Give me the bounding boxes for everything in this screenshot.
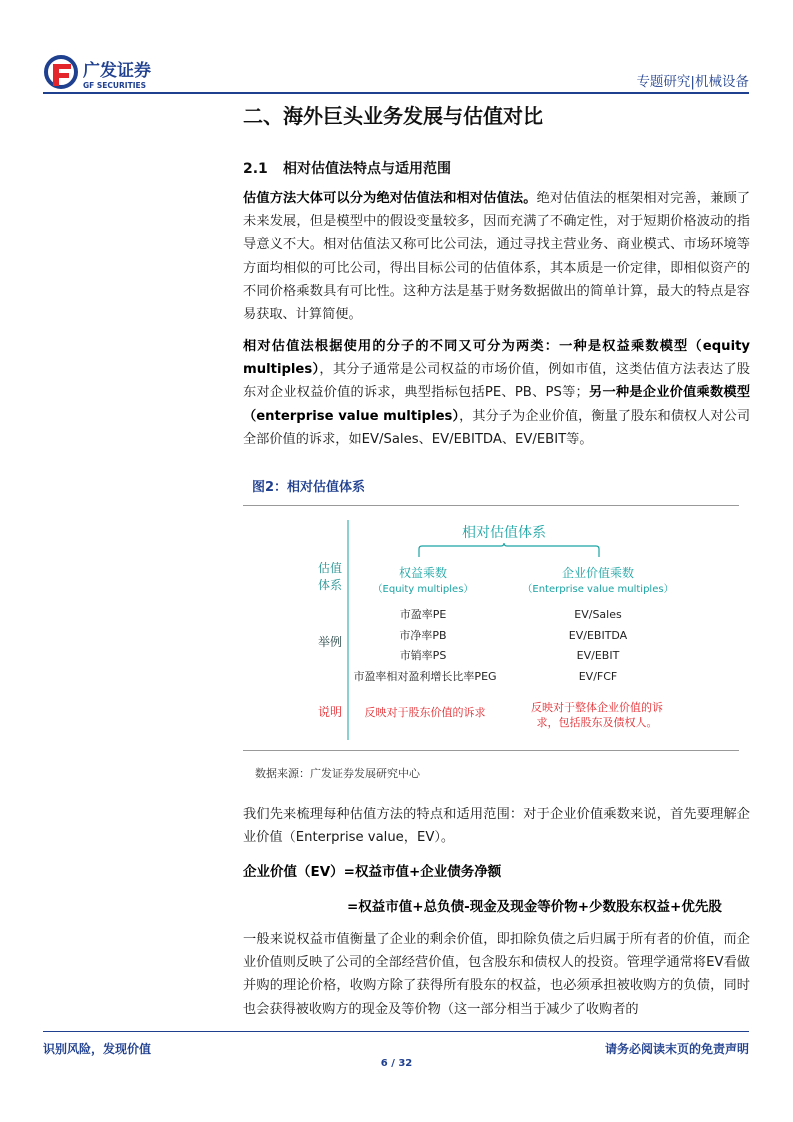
para2-text2: ，其分子为企业价值，衡量了股东和债权人对公司全部价值的诉求，如EV/Sales、EV/EBITDA、EV/EBIT等。 (243, 408, 751, 447)
diagram-brace (419, 543, 599, 557)
para2-lead2: 另一种是企业价值乘数模型（enterprise value multiples） (243, 385, 751, 424)
gf-securities-logo (43, 54, 173, 94)
diagram-title: 相对估值体系 (462, 525, 546, 541)
example-ev-fcf: EV/FCF (578, 670, 618, 683)
relative-valuation-diagram (243, 505, 739, 750)
example-peg: 市盈率相对盈利增长比率PEG (353, 670, 497, 683)
equity-multiples-en: （Equity multiples） (372, 584, 474, 595)
report-category: 专题研究|机械设备 (636, 74, 749, 90)
header-divider (43, 92, 749, 94)
para1-text: 绝对估值法的框架相对完善，兼顾了未来发展，但是模型中的假设变量较多，因而充满了不确定性，对于短期价格波动的指导意义不大。相对估值法又称可比公司法，通过寻找主营业务、商业模式、市场环境等方面均相似的可比公司，得出目标公司的估值体系，其本质是一价定律，即相似资产的不同价格乘数具有可比性。这种方法是基于财务数据做出的简单计算，最大的特点是容易获取、计算简便。 (243, 191, 751, 323)
subsection-number: 2.1 (243, 161, 268, 177)
gf-logo-mark-icon (46, 57, 76, 87)
figure-bottom-rule (243, 750, 739, 751)
example-pb: 市净率PB (399, 629, 447, 642)
section-title: 二、海外巨头业务发展与估值对比 (243, 104, 543, 128)
subsection-heading (243, 158, 451, 178)
example-ev-sales: EV/Sales (574, 608, 622, 621)
equity-note: 反映对于股东价值的诉求 (364, 706, 486, 719)
paragraph-valuation-methods (243, 187, 750, 326)
enterprise-note-1: 反映对于整体企业价值的诉 (531, 701, 663, 714)
paragraph-ev-explanation: 一般来说权益市值衡量了企业的剩余价值，即扣除负债之后归属于所有者的价值，而企业价值则反映了公司的全部经营价值，包含股东和债权人的投资。管理学通常将EV看做并购的理论价格，收购方除了获得所有股东的权益，也必须承担被收购方的负债，同时也会获得被收购方的现金及等价物（这一部分相当于减少了收购者的 (243, 932, 750, 1017)
subsection-title: 相对估值法特点与适用范围 (283, 161, 451, 177)
para2-text1: ，其分子通常是公司权益的市场价值，例如市值，这类估值方法表达了股东对企业权益价值的诉求，典型指标包括PE、PB、PS等； (243, 362, 750, 401)
example-ev-ebitda: EV/EBITDA (568, 629, 628, 642)
row-label-examples: 举例 (317, 635, 343, 649)
footer-divider (43, 1031, 749, 1032)
row-label-system-2: 体系 (317, 578, 343, 592)
enterprise-multiples-label: 企业价值乘数 (561, 566, 635, 580)
para2-lead: 相对估值法根据使用的分子的不同又可分为两类：一种是权益乘数模型（equity multiples） (243, 339, 750, 378)
figure-source: 数据来源：广发证券发展研究中心 (255, 767, 420, 780)
footer-disclaimer-link[interactable]: 请务必阅读末页的免责声明 (604, 1042, 749, 1056)
paragraph-relative-valuation (243, 335, 750, 451)
logo-cn-text: 广发证券 (83, 61, 151, 81)
formula-ev-expanded: =权益市值+总负债-现金及现金等价物+少数股东权益+优先股 (347, 899, 722, 915)
logo-en-text: GF SECURITIES (83, 81, 147, 90)
figure-title: 图2：相对估值体系 (252, 480, 366, 495)
enterprise-multiples-en: （Enterprise value multiples） (522, 584, 674, 595)
row-label-system-1: 估值 (317, 561, 343, 575)
footer-slogan: 识别风险，发现价值 (43, 1042, 152, 1056)
paragraph-ev-intro: 我们先来梳理每种估值方法的特点和适用范围：对于企业价值乘数来说，首先要理解企业价值（Enterprise value，EV）。 (243, 807, 750, 846)
page-number: 6 / 32 (380, 1058, 413, 1069)
row-label-notes: 说明 (317, 705, 343, 719)
example-ps: 市销率PS (399, 649, 447, 662)
para1-lead: 估值方法大体可以分为绝对估值法和相对估值法。 (243, 191, 537, 206)
example-pe: 市盈率PE (399, 608, 447, 621)
enterprise-note-2: 求，包括股东及债权人。 (536, 716, 658, 729)
equity-multiples-label: 权益乘数 (398, 566, 448, 580)
example-ev-ebit: EV/EBIT (576, 649, 620, 662)
formula-ev: 企业价值（EV）=权益市值+企业债务净额 (243, 864, 502, 880)
